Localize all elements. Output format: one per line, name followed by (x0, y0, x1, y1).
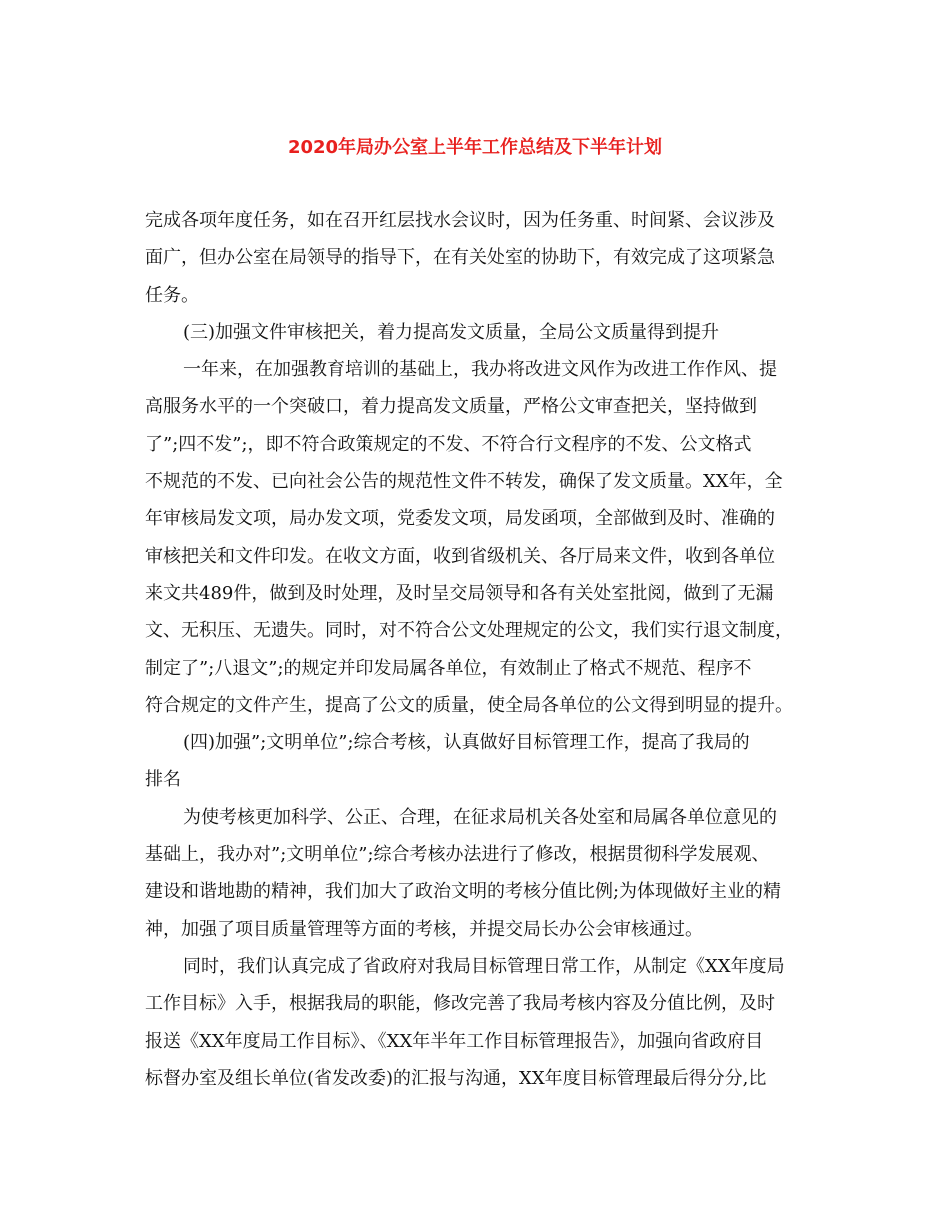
body-text-line: 完成各项年度任务，如在召开红层找水会议时，因为任务重、时间紧、会议涉及 (145, 210, 775, 231)
body-text-line: 制定了”;八退文”;的规定并印发局属各单位，有效制止了格式不规范、程序不 (145, 657, 752, 679)
body-text-line: 不规范的不发、已向社会公告的规范性文件不转发，确保了发文质量。XX年，全 (145, 471, 783, 493)
body-text-line: 建设和谐地勘的精神，我们加大了政治文明的考核分值比例;为体现做好主业的精 (145, 881, 782, 903)
body-text-line: 标督办室及组长单位(省发改委)的汇报与沟通，XX年度目标管理最后得分分,比 (145, 1067, 767, 1089)
body-text-line: 报送《XX年度局工作目标》、《XX年半年工作目标管理报告》，加强向省政府目 (145, 1030, 764, 1052)
body-text-line: 文、无积压、无遗失。同时，对不符合公文处理规定的公文，我们实行退文制度， (145, 620, 793, 642)
body-text-line: 为使考核更加科学、公正、合理，在征求局机关各处室和局属各单位意见的 (183, 806, 777, 828)
body-text-line: 工作目标》入手，根据我局的职能，修改完善了我局考核内容及分值比例，及时 (145, 993, 775, 1015)
body-text-line: 同时，我们认真完成了省政府对我局目标管理日常工作，从制定《XX年度局 (183, 955, 785, 977)
body-text-line: 年审核局发文项，局办发文项，党委发文项，局发函项，全部做到及时、准确的 (145, 508, 775, 530)
body-text-line: (三)加强文件审核把关，着力提高发文质量，全局公文质量得到提升 (183, 321, 720, 343)
document-title: 2020年局办公室上半年工作总结及下半年计划 (287, 137, 663, 158)
body-text-line: 审核把关和文件印发。在收文方面，收到省级机关、各厅局来文件，收到各单位 (145, 545, 775, 567)
body-text-line: 基础上，我办对”;文明单位”;综合考核办法进行了修改，根据贯彻科学发展观、 (145, 844, 770, 866)
body-text-line: 符合规定的文件产生，提高了公文的质量，使全局各单位的公文得到明显的提升。 (145, 694, 793, 716)
body-text-line: 任务。 (145, 284, 199, 306)
document-body (145, 202, 809, 1097)
body-text-line: 排名 (145, 769, 181, 791)
body-text-line: 了”;四不发”;，即不符合政策规定的不发、不符合行文程序的不发、公文格式 (145, 433, 752, 455)
body-text-line: 神，加强了项目质量管理等方面的考核，并提交局长办公会审核通过。 (145, 918, 703, 940)
body-text-line: 高服务水平的一个突破口，着力提高发文质量，严格公文审查把关，坚持做到 (145, 396, 757, 418)
body-text-line: 面广，但办公室在局领导的指导下，在有关处室的协助下，有效完成了这项紧急 (145, 247, 775, 269)
body-text-line: 一年来，在加强教育培训的基础上，我办将改进文风作为改进工作作风、提 (183, 359, 777, 381)
body-text-line: 来文共489件，做到及时处理，及时呈交局领导和各有关处室批阅，做到了无漏 (145, 582, 774, 604)
body-text-line: (四)加强”;文明单位”;综合考核，认真做好目标管理工作，提高了我局的 (183, 732, 750, 754)
